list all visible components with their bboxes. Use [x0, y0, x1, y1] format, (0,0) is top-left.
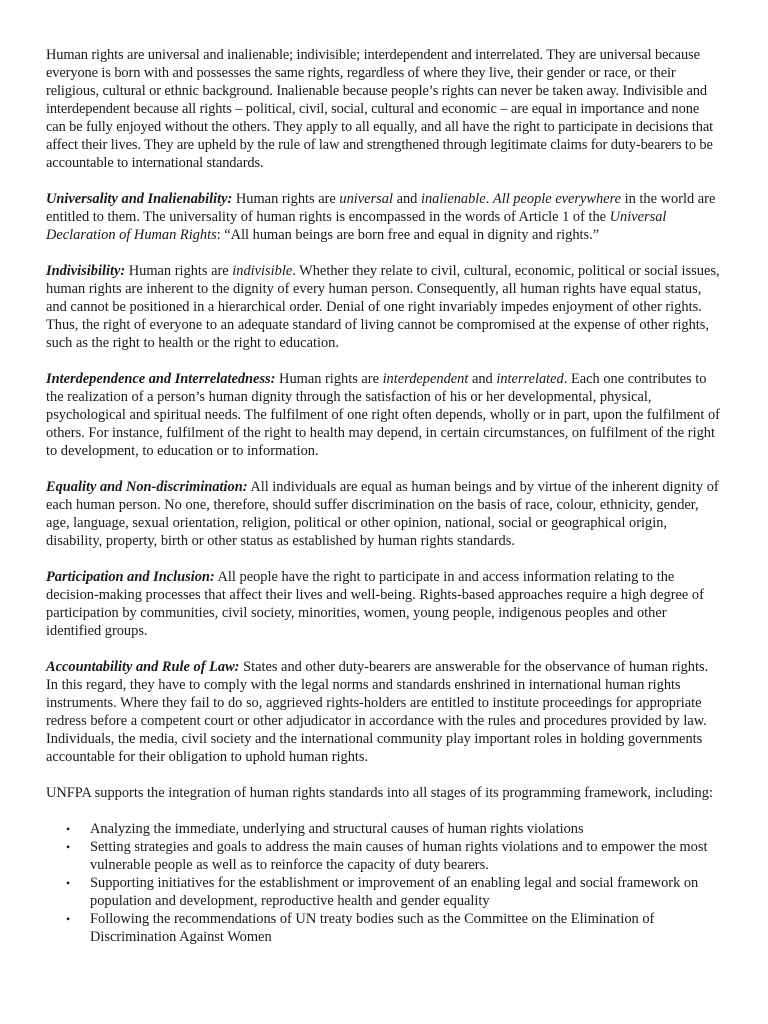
universality-text-4: in the world are entitled to them. The universality of human rights is encompassed in the words of Article 1 of the — [46, 191, 716, 225]
participation-paragraph — [46, 568, 722, 640]
indivisibility-paragraph — [46, 262, 722, 352]
list-item — [46, 838, 722, 874]
equality-text: All individuals are equal as human beings and by virtue of the inherent dignity of each human person. No one, therefore, should suffer discrimination on the basis of race, colour, ethnicity, gender, age, language, sexual orientation, religion, political or other opinion, national, social or geographical origin, disability, property, birth or other status as established by human rights standards. — [46, 479, 719, 549]
accountability-paragraph — [46, 658, 722, 766]
list-item-text: Supporting initiatives for the establishment or improvement of an enabling legal and social framework on population and development, reproductive health and gender equality — [90, 875, 699, 909]
list-item-text: Analyzing the immediate, underlying and structural causes of human rights violations — [90, 821, 584, 837]
participation-text: All people have the right to participate in and access information relating to the decision-making processes that affect their lives and well-being. Rights-based approaches require a high degree of participation by communities, civil society, minorities, women, young people, indigenous peoples and other identified groups. — [46, 569, 704, 639]
universality-emph-3: All people everywhere — [492, 191, 622, 207]
list-item-text: Setting strategies and goals to address the main causes of human rights violations and to empower the most vulnerable people as well as to reinforce the capacity of duty bearers. — [90, 839, 708, 873]
interdependence-term: Interdependence and Interrelatedness: — [46, 371, 276, 387]
interdependence-paragraph — [46, 370, 722, 460]
unfpa-bullet-list — [46, 820, 722, 946]
universality-text-2: and — [392, 191, 421, 207]
list-item — [46, 874, 722, 910]
document-page — [46, 46, 722, 946]
accountability-text: States and other duty-bearers are answerable for the observance of human rights. In this regard, they have to comply with the legal norms and standards enshrined in international human rights instruments. Where they fail to do so, aggrieved rights-holders are entitled to institute proceedings for appropriate redress before a competent court or other adjudicator in accordance with the rules and procedures provided by law. Individuals, the media, civil society and the international community play important roles in holding governments accountable for their obligation to uphold human rights. — [46, 659, 709, 765]
equality-paragraph — [46, 478, 722, 550]
universality-term: Universality and Inalienability: — [46, 191, 233, 207]
list-item — [46, 910, 722, 946]
universality-emph-2: inalienable — [420, 191, 486, 207]
universality-paragraph — [46, 190, 722, 244]
unfpa-intro-paragraph: UNFPA supports the integration of human rights standards into all stages of its programming framework, including: — [46, 785, 713, 801]
universality-text-5: : “All human beings are born free and equal in dignity and rights.” — [216, 227, 600, 243]
universality-emph-4: Universal Declaration of Human Rights — [46, 209, 667, 243]
interdependence-text-2: and — [468, 371, 497, 387]
indivisibility-term: Indivisibility: — [46, 263, 126, 279]
indivisibility-text-2: . Whether they relate to civil, cultural, economic, political or social issues, human rights are inherent to the dignity of every human person. Consequently, all human rights have equal status, and cannot be positioned in a hierarchical order. Denial of one right invariably impedes enjoyment of other rights. Thus, the right of everyone to an adequate standard of living cannot be compromised at the expense of other rights, such as the right to health or the right to education. — [46, 263, 720, 351]
list-item-text: Following the recommendations of UN treaty bodies such as the Committee on the Elimination of Discrimination Against Women — [90, 911, 655, 945]
universality-text-3: . — [485, 191, 493, 207]
bullet-icon: • — [66, 876, 71, 890]
universality-emph-1: universal — [339, 191, 393, 207]
indivisibility-text-1: Human rights are — [125, 263, 233, 279]
accountability-term: Accountability and Rule of Law: — [46, 659, 240, 675]
intro-paragraph: Human rights are universal and inalienable; indivisible; interdependent and interrelated. They are universal because everyone is born with and possesses the same rights, regardless of where they live, their gender or race, or their religious, cultural or ethnic background. Inalienable because people’s rights can never be taken away. Indivisible and interdependent because all rights – political, civil, social, cultural and economic – are equal in importance and none can be fully enjoyed without the others. They apply to all equally, and all have the right to participate in decisions that affect their lives. They are upheld by the rule of law and strengthened through legitimate claims for duty-bearers to be accountable to international standards. — [46, 47, 714, 171]
universality-text-1: Human rights are — [232, 191, 340, 207]
interdependence-text-1: Human rights are — [275, 371, 383, 387]
interdependence-emph-2: interrelated — [496, 371, 564, 387]
interdependence-text-3: . Each one contributes to the realization of a person’s human dignity through the satisfaction of his or her developmental, physical, psychological and spiritual needs. The fulfilment of one right often depends, wholly or in part, upon the fulfilment of others. For instance, fulfilment of the right to health may depend, in certain circumstances, on fulfilment of the right to development, to education or to information. — [46, 371, 720, 459]
list-item — [46, 820, 722, 838]
bullet-icon: • — [66, 822, 71, 836]
bullet-icon: • — [66, 840, 71, 854]
participation-term: Participation and Inclusion: — [46, 569, 215, 585]
interdependence-emph-1: interdependent — [382, 371, 469, 387]
bullet-icon: • — [66, 912, 71, 926]
equality-term: Equality and Non-discrimination: — [46, 479, 248, 495]
indivisibility-emph-1: indivisible — [232, 263, 293, 279]
